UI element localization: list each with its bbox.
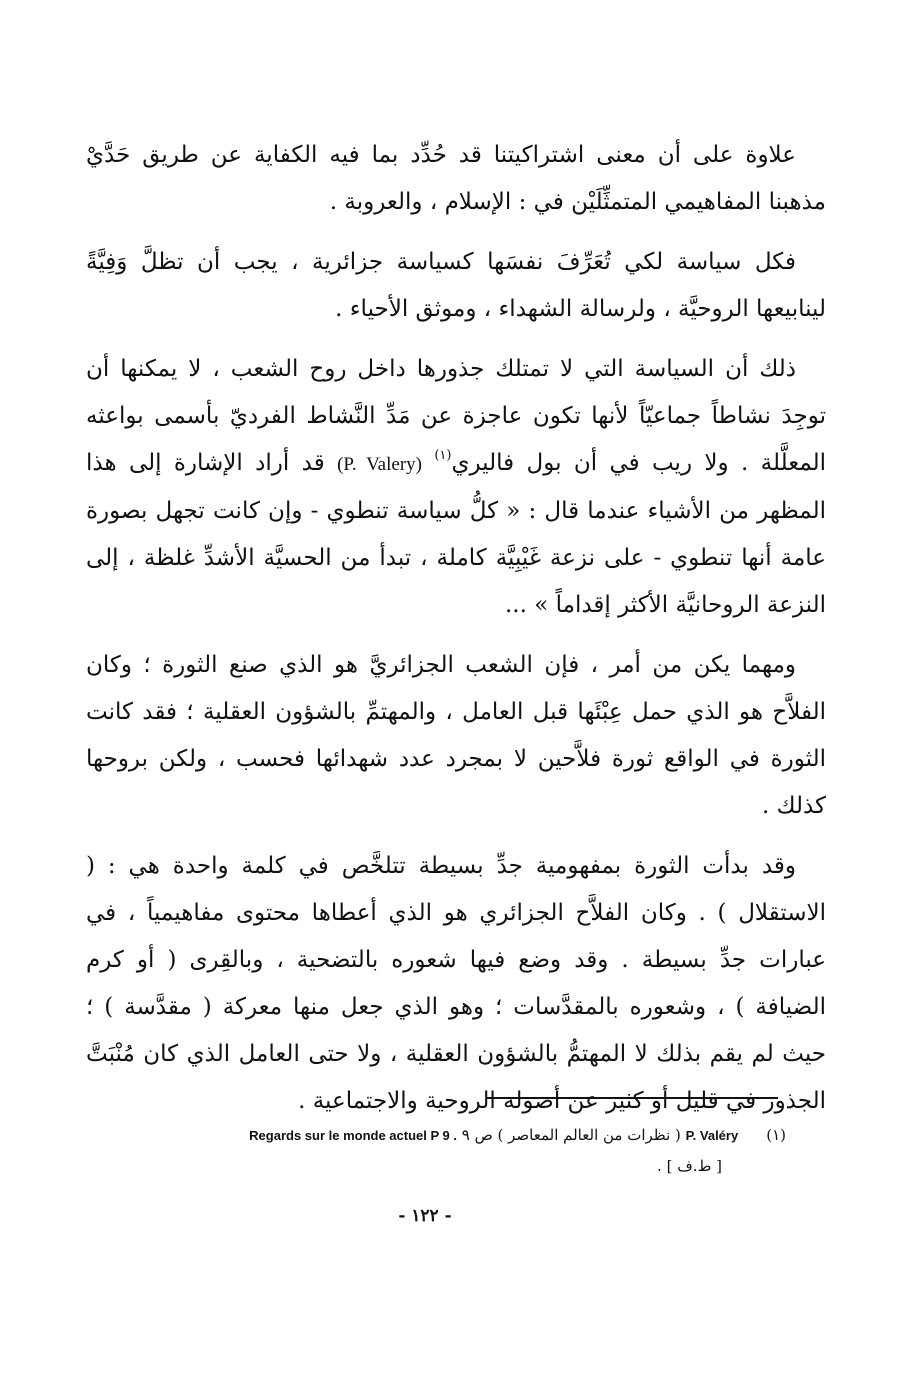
footnote-line-2: [ ط.ف ] . <box>657 1157 722 1175</box>
paragraph-4: ومهما يكن من أمر ، فإن الشعب الجزائريَّ هو الذي صنع الثورة ؛ وكان الفلاَّح هو الذي حمل عِبْئَها قبل العامل ، والمهتمِّ بالشؤون العقلية ؛ فقد كانت الثورة في الواقع ثورة فلاَّحين لا بمجرد عدد شهدائها فحسب ، ولكن بروحها كذلك . <box>86 652 826 819</box>
paragraph-5: وقد بدأت الثورة بمفهومية جدِّ بسيطة تتلخَّص في كلمة واحدة هي : ( الاستقلال ) . وكان الفلاَّح الجزائري هو الذي أعطاها محتوى مفاهيمياً ، في عبارات جدِّ بسيطة . وقد وضع فيها شعوره بالتضحية ، وبالقِرى ( أو كرم الضيافة ) ، وشعوره بالمقدَّسات ؛ وهو الذي جعل منها معركة ( مقدَّسة ) ؛ حيث لم يقم بذلك لا المهتمُّ بالشؤون العقلية ، ولا حتى العامل الذي كان مُنْبَتَّ الجذور في قليل أو كثير عن أصوله الروحية والاجتماعية . <box>86 853 826 1114</box>
paragraph-1: علاوة على أن معنى اشتراكيتنا قد حُدِّد بما فيه الكفاية عن طريق حَدَّيْ مذهبنا المفاهيمي المتمثِّلَيْن في : الإسلام ، والعروبة . <box>86 142 826 215</box>
footnote-arabic-title: ( نظرات من العالم المعاصر ) ص ٩ <box>461 1126 681 1144</box>
paragraph-3 <box>86 346 826 629</box>
footnote <box>86 1120 786 1181</box>
latin-name: (P. Valery) <box>337 454 422 475</box>
paragraph-2: فكل سياسة لكي تُعَرِّفَ نفسَها كسياسة جزائرية ، يجب أن تظلَّ وَفِيَّةً لينابيعها الروحيَّة ، ولرسالة الشهداء ، وموثق الأحياء . <box>86 249 826 322</box>
footnote-reference[interactable]: (١) <box>434 448 452 464</box>
page-number: - ١٢٢ - <box>398 1206 452 1226</box>
footnote-latin-reference: Regards sur le monde actuel P 9 . <box>249 1128 457 1143</box>
footnote-divider <box>486 1097 778 1099</box>
paragraph-3-text-before: ذلك أن السياسة التي لا تمتلك جذورها داخل روح الشعب ، لا يمكنها أن توجِدَ نشاطاً جماعيّاً لأنها تكون عاجزة عن مَدِّ النَّشاط الفرديّ بأسمى بواعثه المعلَّلة . ولا ريب في أن بول فاليري <box>86 356 827 476</box>
footnote-number: (١) <box>766 1126 786 1144</box>
main-text <box>86 132 826 1125</box>
footnote-line-1 <box>86 1120 786 1151</box>
footnote-latin-name: P. Valéry <box>685 1128 739 1143</box>
paragraph-3-text-after: قد أراد الإشارة إلى هذا المظهر من الأشياء عندما قال : « كلُّ سياسة تنطوي - وإن كانت تجهل بصورة عامة أنها تنطوي - على نزعة غَيْبِيَّة كاملة ، تبدأ من الحسيَّة الأشدِّ غلظة ، إلى النزعة الروحانيَّة الأكثر إقداماً » ... <box>86 450 826 618</box>
